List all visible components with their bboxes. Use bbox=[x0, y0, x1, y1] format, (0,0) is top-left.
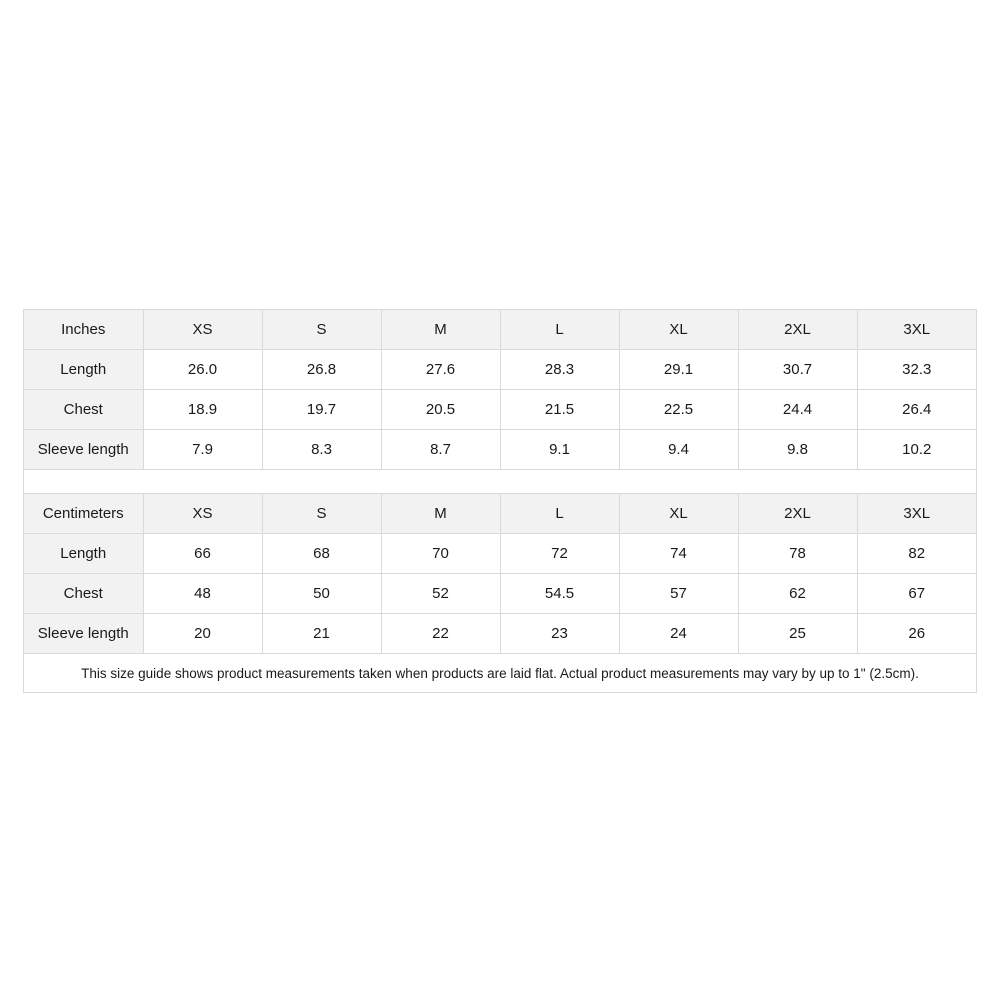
size-header: L bbox=[500, 494, 619, 534]
size-header: S bbox=[262, 310, 381, 350]
size-header: M bbox=[381, 494, 500, 534]
table-cell: 50 bbox=[262, 574, 381, 614]
table-cell: 57 bbox=[619, 574, 738, 614]
table-cell: 66 bbox=[143, 534, 262, 574]
table-cell: 20.5 bbox=[381, 390, 500, 430]
size-header: XS bbox=[143, 494, 262, 534]
inches-table bbox=[24, 310, 976, 470]
size-guide-footnote: This size guide shows product measurements taken when products are laid flat. Actual product measurements may vary by up to 1" (2.5cm). bbox=[81, 665, 919, 681]
table-cell: 21 bbox=[262, 614, 381, 654]
table-cell: 52 bbox=[381, 574, 500, 614]
table-cell: 9.4 bbox=[619, 430, 738, 470]
table-cell: 8.3 bbox=[262, 430, 381, 470]
table-cell: 8.7 bbox=[381, 430, 500, 470]
size-header: 3XL bbox=[857, 310, 976, 350]
table-row bbox=[24, 350, 976, 390]
size-header: XL bbox=[619, 494, 738, 534]
table-cell: 20 bbox=[143, 614, 262, 654]
table-cell: 24 bbox=[619, 614, 738, 654]
size-header: S bbox=[262, 494, 381, 534]
table-cell: 23 bbox=[500, 614, 619, 654]
size-guide bbox=[23, 309, 977, 693]
unit-label: Inches bbox=[24, 310, 143, 350]
table-cell: 25 bbox=[738, 614, 857, 654]
table-cell: 74 bbox=[619, 534, 738, 574]
table-row bbox=[24, 574, 976, 614]
size-header: XS bbox=[143, 310, 262, 350]
table-cell: 26.8 bbox=[262, 350, 381, 390]
table-cell: 10.2 bbox=[857, 430, 976, 470]
table-cell: 28.3 bbox=[500, 350, 619, 390]
row-label: Length bbox=[24, 534, 143, 574]
table-cell: 29.1 bbox=[619, 350, 738, 390]
centimeters-table bbox=[24, 494, 976, 654]
table-cell: 68 bbox=[262, 534, 381, 574]
table-cell: 9.8 bbox=[738, 430, 857, 470]
table-cell: 19.7 bbox=[262, 390, 381, 430]
table-cell: 70 bbox=[381, 534, 500, 574]
size-header: XL bbox=[619, 310, 738, 350]
table-cell: 26 bbox=[857, 614, 976, 654]
table-cell: 24.4 bbox=[738, 390, 857, 430]
table-cell: 26.4 bbox=[857, 390, 976, 430]
row-label: Chest bbox=[24, 574, 143, 614]
table-row bbox=[24, 430, 976, 470]
row-label: Chest bbox=[24, 390, 143, 430]
table-row bbox=[24, 534, 976, 574]
table-row bbox=[24, 390, 976, 430]
table-cell: 22.5 bbox=[619, 390, 738, 430]
size-header: 3XL bbox=[857, 494, 976, 534]
table-row bbox=[24, 614, 976, 654]
table-cell: 26.0 bbox=[143, 350, 262, 390]
row-label: Sleeve length bbox=[24, 614, 143, 654]
size-header: L bbox=[500, 310, 619, 350]
size-header: 2XL bbox=[738, 494, 857, 534]
table-cell: 82 bbox=[857, 534, 976, 574]
table-cell: 27.6 bbox=[381, 350, 500, 390]
table-cell: 78 bbox=[738, 534, 857, 574]
table-cell: 54.5 bbox=[500, 574, 619, 614]
table-cell: 48 bbox=[143, 574, 262, 614]
table-cell: 62 bbox=[738, 574, 857, 614]
row-label: Length bbox=[24, 350, 143, 390]
table-cell: 67 bbox=[857, 574, 976, 614]
table-cell: 22 bbox=[381, 614, 500, 654]
size-header: M bbox=[381, 310, 500, 350]
table-header-row bbox=[24, 310, 976, 350]
table-cell: 32.3 bbox=[857, 350, 976, 390]
table-header-row bbox=[24, 494, 976, 534]
table-cell: 18.9 bbox=[143, 390, 262, 430]
table-separator bbox=[24, 470, 976, 494]
unit-label: Centimeters bbox=[24, 494, 143, 534]
row-label: Sleeve length bbox=[24, 430, 143, 470]
size-header: 2XL bbox=[738, 310, 857, 350]
table-cell: 72 bbox=[500, 534, 619, 574]
table-cell: 30.7 bbox=[738, 350, 857, 390]
table-cell: 7.9 bbox=[143, 430, 262, 470]
table-cell: 9.1 bbox=[500, 430, 619, 470]
table-cell: 21.5 bbox=[500, 390, 619, 430]
